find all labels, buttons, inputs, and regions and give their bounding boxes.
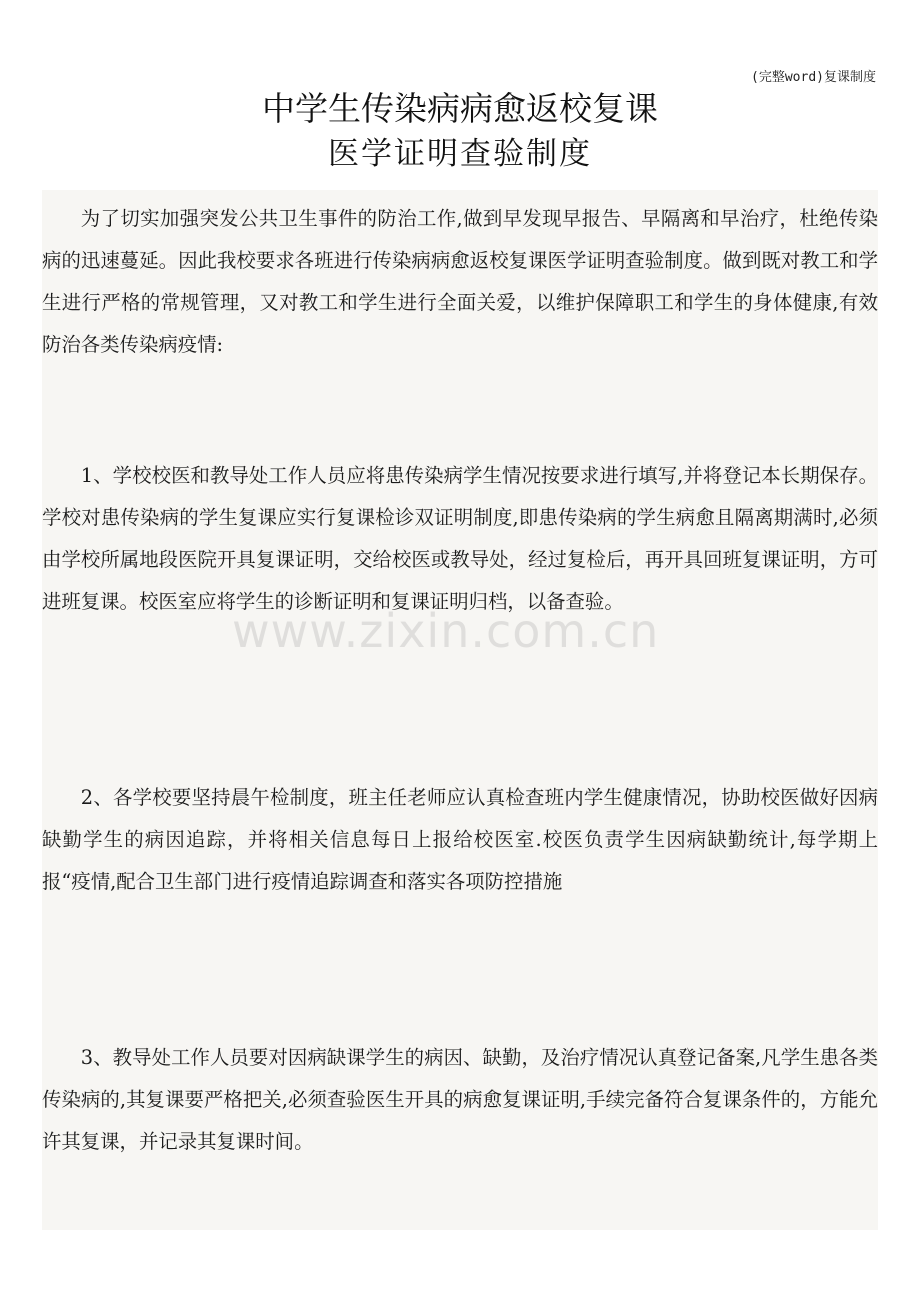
- document-title: [0, 86, 920, 176]
- title-line-1: 中学生传染病病愈返校复课: [262, 89, 658, 128]
- paragraph-item-3: 3、教导处工作人员要对因病缺课学生的病因、缺勤，及治疗情况认真登记备案,凡学生患各类传染病的,其复课要严格把关,必须查验医生开具的病愈复课证明,手续完备符合复课条件的，方能允许其复课，并记录其复课时间。: [42, 1046, 878, 1153]
- paragraph-intro: 为了切实加强突发公共卫生事件的防治工作,做到早发现早报告、早隔离和早治疗，杜绝传染病的迅速蔓延。因此我校要求各班进行传染病病愈返校复课医学证明查验制度。做到既对教工和学生进行严格的常规管理，又对教工和学生进行全面关爱，以维护保障职工和学生的身体健康,有效防治各类传染病疫情:: [42, 207, 878, 356]
- header-note: (完整word)复课制度: [751, 70, 876, 85]
- document-body: [42, 190, 878, 1230]
- paragraph-item-2: 2、各学校要坚持晨午检制度，班主任老师应认真检查班内学生健康情况，协助校医做好因病缺勤学生的病因追踪，并将相关信息每日上报给校医室.校医负责学生因病缺勤统计,每学期上报“疫情,配合卫生部门进行疫情追踪调查和落实各项防控措施: [42, 786, 878, 893]
- watermark-text: www.zixin.com.cn: [232, 604, 660, 658]
- title-line-2: 医学证明查验制度: [328, 136, 592, 172]
- paragraph-item-1: 1、学校校医和教导处工作人员应将患传染病学生情况按要求进行填写,并将登记本长期保存。学校对患传染病的学生复课应实行复课检诊双证明制度,即患传染病的学生病愈且隔离期满时,必须由学校所属地段医院开具复课证明，交给校医或教导处，经过复检后，再开具回班复课证明，方可进班复课。校医室应将学生的诊断证明和复课证明归档，以备查验。: [42, 464, 878, 613]
